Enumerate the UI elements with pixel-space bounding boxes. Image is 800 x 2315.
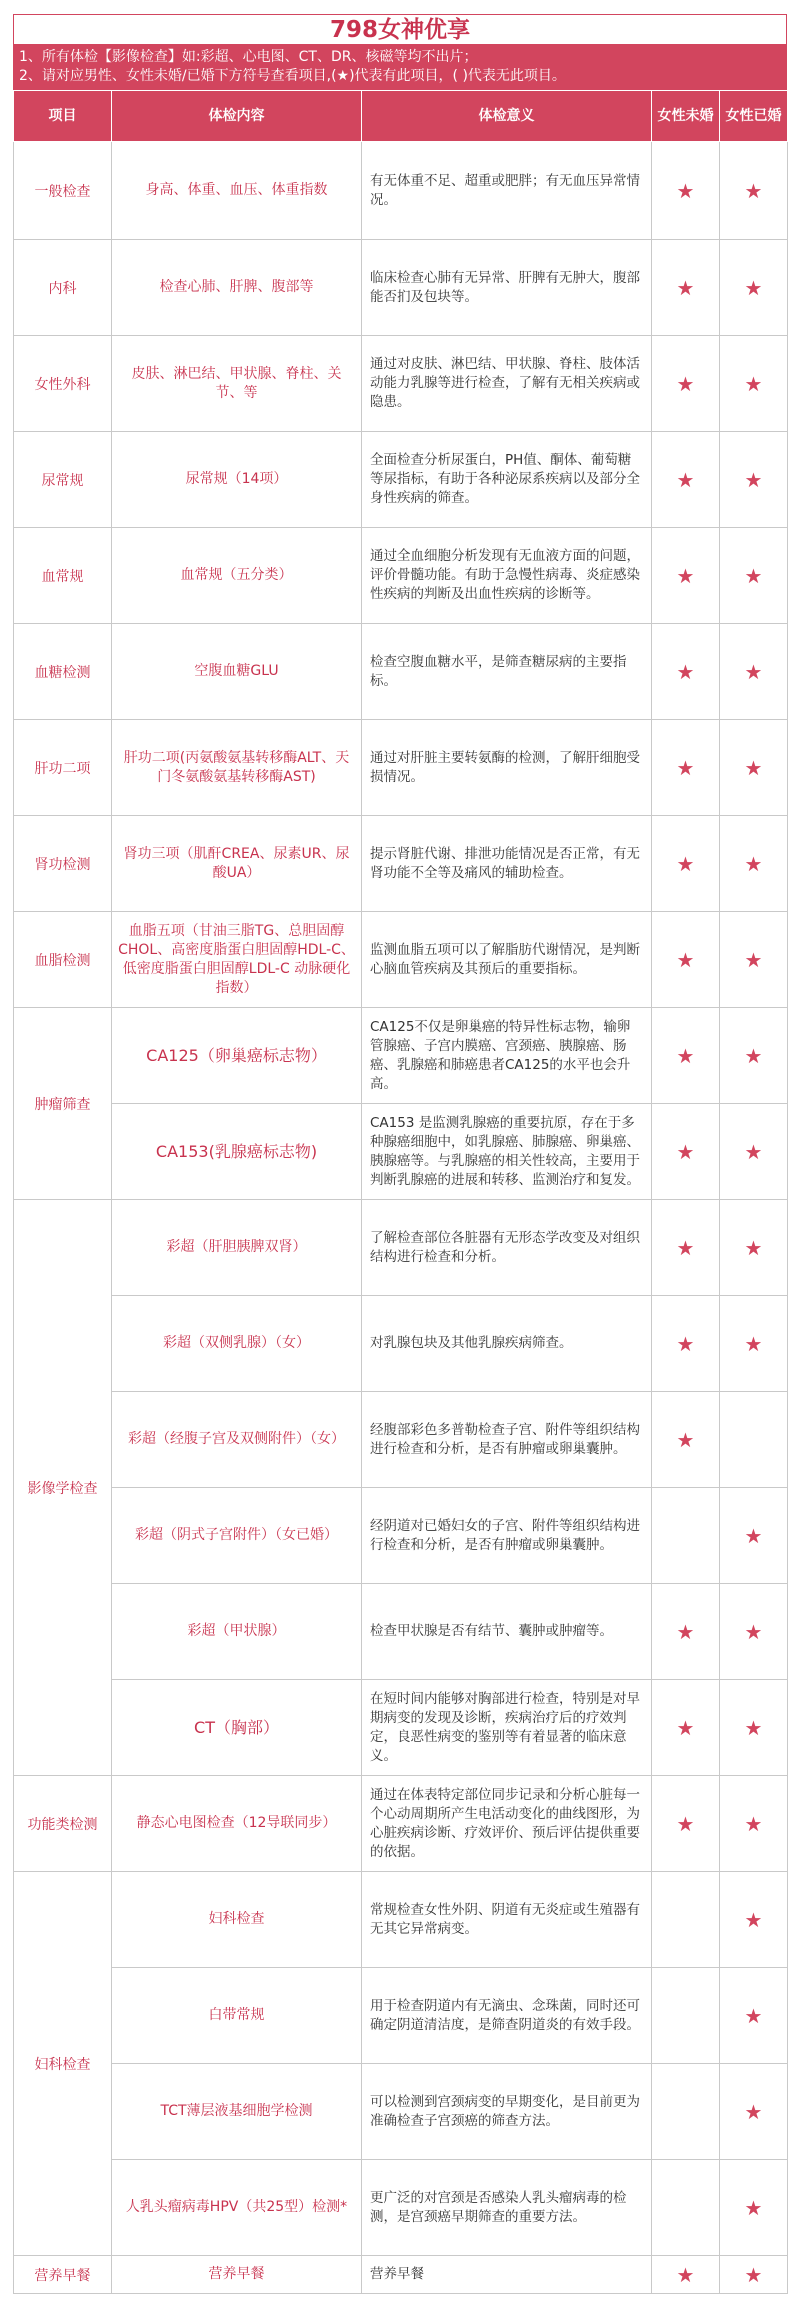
row-content: 彩超（阴式子宫附件）（女已婚）: [112, 1488, 362, 1584]
row-meaning: 营养早餐: [362, 2256, 652, 2294]
row-meaning: 用于检查阴道内有无滴虫、念珠菌，同时还可确定阴道清洁度，是筛查阴道炎的有效手段。: [362, 1968, 652, 2064]
row-star-unmarried: ★: [652, 432, 720, 528]
row-meaning: 常规检查女性外阴、阴道有无炎症或生殖器有无其它异常病变。: [362, 1872, 652, 1968]
row-star-unmarried: [652, 2064, 720, 2160]
note-1: 1、所有体检【影像检查】如:彩超、心电图、CT、DR、核磁等均不出片；: [19, 49, 478, 65]
row-star-married: ★: [720, 1296, 788, 1392]
table-row: [14, 336, 788, 432]
row-star-married: ★: [720, 336, 788, 432]
table-row: [14, 1488, 788, 1584]
row-star-unmarried: ★: [652, 336, 720, 432]
row-star-married: ★: [720, 528, 788, 624]
row-content: 血常规（五分类）: [112, 528, 362, 624]
table-row: [14, 1104, 788, 1200]
row-meaning: 对乳腺包块及其他乳腺疾病筛查。: [362, 1296, 652, 1392]
header-female-unmarried: 女性未婚: [652, 91, 720, 142]
row-meaning: 通过对肝脏主要转氨酶的检测，了解肝细胞受损情况。: [362, 720, 652, 816]
row-meaning: 通过在体表特定部位同步记录和分析心脏每一个心动周期所产生电活动变化的曲线图形，为心脏疾病诊断、疗效评价、预后评估提供重要的依据。: [362, 1776, 652, 1872]
row-content: 空腹血糖GLU: [112, 624, 362, 720]
row-meaning: 通过对皮肤、淋巴结、甲状腺、脊柱、肢体活动能力乳腺等进行检查，了解有无相关疾病或隐患。: [362, 336, 652, 432]
row-meaning: 提示肾脏代谢、排泄功能情况是否正常，有无肾功能不全等及痛风的辅助检查。: [362, 816, 652, 912]
table-row: [14, 1872, 788, 1968]
row-content: 皮肤、淋巴结、甲状腺、脊柱、关节、等: [112, 336, 362, 432]
row-meaning: 监测血脂五项可以了解脂肪代谢情况，是判断心脑血管疾病及其预后的重要指标。: [362, 912, 652, 1008]
row-item: 妇科检查: [14, 1872, 112, 2256]
row-content: 白带常规: [112, 1968, 362, 2064]
table-row: [14, 2256, 788, 2294]
row-meaning: 在短时间内能够对胸部进行检查，特别是对早期病变的发现及诊断，疾病治疗后的疗效判定，良恶性病变的鉴别等有着显著的临床意义。: [362, 1680, 652, 1776]
row-meaning: 临床检查心肺有无异常、肝脾有无肿大，腹部能否扪及包块等。: [362, 240, 652, 336]
table-row: [14, 1200, 788, 1296]
row-star-unmarried: ★: [652, 624, 720, 720]
row-star-unmarried: ★: [652, 1296, 720, 1392]
row-item: 肝功二项: [14, 720, 112, 816]
row-star-married: ★: [720, 1776, 788, 1872]
table-row: [14, 1776, 788, 1872]
row-star-married: ★: [720, 816, 788, 912]
row-item: 尿常规: [14, 432, 112, 528]
row-content: 血脂五项（甘油三脂TG、总胆固醇CHOL、高密度脂蛋白胆固醇HDL-C、低密度脂蛋白胆固醇LDL-C 动脉硬化指数）: [112, 912, 362, 1008]
table-row: [14, 816, 788, 912]
row-star-married: ★: [720, 1488, 788, 1584]
table-row: [14, 432, 788, 528]
row-meaning: 有无体重不足、超重或肥胖；有无血压异常情况。: [362, 142, 652, 240]
table-row: [14, 2160, 788, 2256]
header-female-married: 女性已婚: [720, 91, 788, 142]
row-meaning: 检查甲状腺是否有结节、囊肿或肿瘤等。: [362, 1584, 652, 1680]
row-content: 彩超（双侧乳腺）（女）: [112, 1296, 362, 1392]
row-star-married: ★: [720, 1680, 788, 1776]
table-row: [14, 1008, 788, 1104]
row-content: 身高、体重、血压、体重指数: [112, 142, 362, 240]
package-title: 798女神优享: [13, 14, 787, 44]
row-star-unmarried: [652, 1872, 720, 1968]
notes-block: [13, 44, 787, 90]
row-content: 检查心肺、肝脾、腹部等: [112, 240, 362, 336]
row-star-married: ★: [720, 1584, 788, 1680]
row-star-unmarried: ★: [652, 1104, 720, 1200]
table-row: [14, 528, 788, 624]
table-row: [14, 912, 788, 1008]
header-content: 体检内容: [112, 91, 362, 142]
row-meaning: CA125不仅是卵巢癌的特异性标志物，输卵管腺癌、子宫内膜癌、宫颈癌、胰腺癌、肠癌、乳腺癌和肺癌患者CA125的水平也会升高。: [362, 1008, 652, 1104]
row-content: 尿常规（14项）: [112, 432, 362, 528]
row-star-married: ★: [720, 1008, 788, 1104]
row-star-married: ★: [720, 912, 788, 1008]
row-meaning: 了解检查部位各脏器有无形态学改变及对组织结构进行检查和分析。: [362, 1200, 652, 1296]
row-star-unmarried: ★: [652, 816, 720, 912]
row-star-married: ★: [720, 720, 788, 816]
row-meaning: CA153 是监测乳腺癌的重要抗原，存在于多种腺癌细胞中，如乳腺癌、肺腺癌、卵巢癌、胰腺癌等。与乳腺癌的相关性较高，主要用于判断乳腺癌的进展和转移、监测治疗和复发。: [362, 1104, 652, 1200]
row-star-unmarried: [652, 1968, 720, 2064]
row-item: 血糖检测: [14, 624, 112, 720]
row-item: 血脂检测: [14, 912, 112, 1008]
row-content: 营养早餐: [112, 2256, 362, 2294]
row-content: CT（胸部）: [112, 1680, 362, 1776]
row-star-married: ★: [720, 1104, 788, 1200]
row-content: 肾功三项（肌酐CREA、尿素UR、尿酸UA）: [112, 816, 362, 912]
row-item: 肿瘤筛查: [14, 1008, 112, 1200]
row-star-unmarried: ★: [652, 528, 720, 624]
row-item: 肾功检测: [14, 816, 112, 912]
table-row: [14, 1968, 788, 2064]
table-row: [14, 624, 788, 720]
header-item: 项目: [14, 91, 112, 142]
row-meaning: 可以检测到宫颈病变的早期变化，是目前更为准确检查子宫颈癌的筛查方法。: [362, 2064, 652, 2160]
row-star-unmarried: ★: [652, 1776, 720, 1872]
row-star-unmarried: ★: [652, 1008, 720, 1104]
row-item: 功能类检测: [14, 1776, 112, 1872]
row-star-married: ★: [720, 1968, 788, 2064]
row-meaning: 全面检查分析尿蛋白，PH值、酮体、葡萄糖等尿指标，有助于各种泌尿系疾病以及部分全身性疾病的筛查。: [362, 432, 652, 528]
table-row: [14, 1584, 788, 1680]
row-star-married: ★: [720, 432, 788, 528]
row-star-married: ★: [720, 1200, 788, 1296]
row-content: CA125（卵巢癌标志物）: [112, 1008, 362, 1104]
row-content: TCT薄层液基细胞学检测: [112, 2064, 362, 2160]
table-row: [14, 2064, 788, 2160]
row-content: 静态心电图检查（12导联同步）: [112, 1776, 362, 1872]
table-row: [14, 1296, 788, 1392]
row-star-unmarried: ★: [652, 240, 720, 336]
row-item: 营养早餐: [14, 2256, 112, 2294]
row-star-unmarried: ★: [652, 912, 720, 1008]
table-row: [14, 142, 788, 240]
row-star-married: ★: [720, 240, 788, 336]
row-item: 血常规: [14, 528, 112, 624]
row-content: 肝功二项(丙氨酸氨基转移酶ALT、天门冬氨酸氨基转移酶AST): [112, 720, 362, 816]
row-star-married: ★: [720, 1872, 788, 1968]
row-item: 女性外科: [14, 336, 112, 432]
header-meaning: 体检意义: [362, 91, 652, 142]
row-content: CA153(乳腺癌标志物): [112, 1104, 362, 1200]
row-content: 妇科检查: [112, 1872, 362, 1968]
row-content: 人乳头瘤病毒HPV（共25型）检测*: [112, 2160, 362, 2256]
table-row: [14, 240, 788, 336]
row-star-married: ★: [720, 2064, 788, 2160]
row-content: 彩超（肝胆胰脾双肾）: [112, 1200, 362, 1296]
row-star-married: ★: [720, 2256, 788, 2294]
row-meaning: 更广泛的对宫颈是否感染人乳头瘤病毒的检测，是宫颈癌早期筛查的重要方法。: [362, 2160, 652, 2256]
row-meaning: 经阴道对已婚妇女的子宫、附件等组织结构进行检查和分析，是否有肿瘤或卵巢囊肿。: [362, 1488, 652, 1584]
row-meaning: 经腹部彩色多普勒检查子宫、附件等组织结构进行检查和分析，是否有肿瘤或卵巢囊肿。: [362, 1392, 652, 1488]
table-row: [14, 1392, 788, 1488]
row-item: 影像学检查: [14, 1200, 112, 1776]
table-row: [14, 720, 788, 816]
row-star-unmarried: [652, 1488, 720, 1584]
row-star-married: ★: [720, 624, 788, 720]
row-item: 一般检查: [14, 142, 112, 240]
row-meaning: 检查空腹血糖水平，是筛查糖尿病的主要指标。: [362, 624, 652, 720]
row-star-unmarried: ★: [652, 2256, 720, 2294]
row-star-married: ★: [720, 142, 788, 240]
note-2: 2、请对应男性、女性未婚/已婚下方符号查看项目,(★)代表有此项目，( )代表无此项目。: [19, 68, 566, 84]
row-star-unmarried: ★: [652, 1680, 720, 1776]
row-star-unmarried: [652, 2160, 720, 2256]
row-star-unmarried: ★: [652, 142, 720, 240]
table-header-row: [14, 91, 788, 142]
row-star-unmarried: ★: [652, 1392, 720, 1488]
row-star-unmarried: ★: [652, 1200, 720, 1296]
row-star-unmarried: ★: [652, 1584, 720, 1680]
exam-table: [13, 90, 788, 2294]
row-star-married: ★: [720, 2160, 788, 2256]
row-content: 彩超（经腹子宫及双侧附件）（女）: [112, 1392, 362, 1488]
row-star-unmarried: ★: [652, 720, 720, 816]
row-meaning: 通过全血细胞分析发现有无血液方面的问题，评价骨髓功能。有助于急慢性病毒、炎症感染性疾病的判断及出血性疾病的诊断等。: [362, 528, 652, 624]
table-row: [14, 1680, 788, 1776]
row-star-married: [720, 1392, 788, 1488]
row-content: 彩超（甲状腺）: [112, 1584, 362, 1680]
row-item: 内科: [14, 240, 112, 336]
